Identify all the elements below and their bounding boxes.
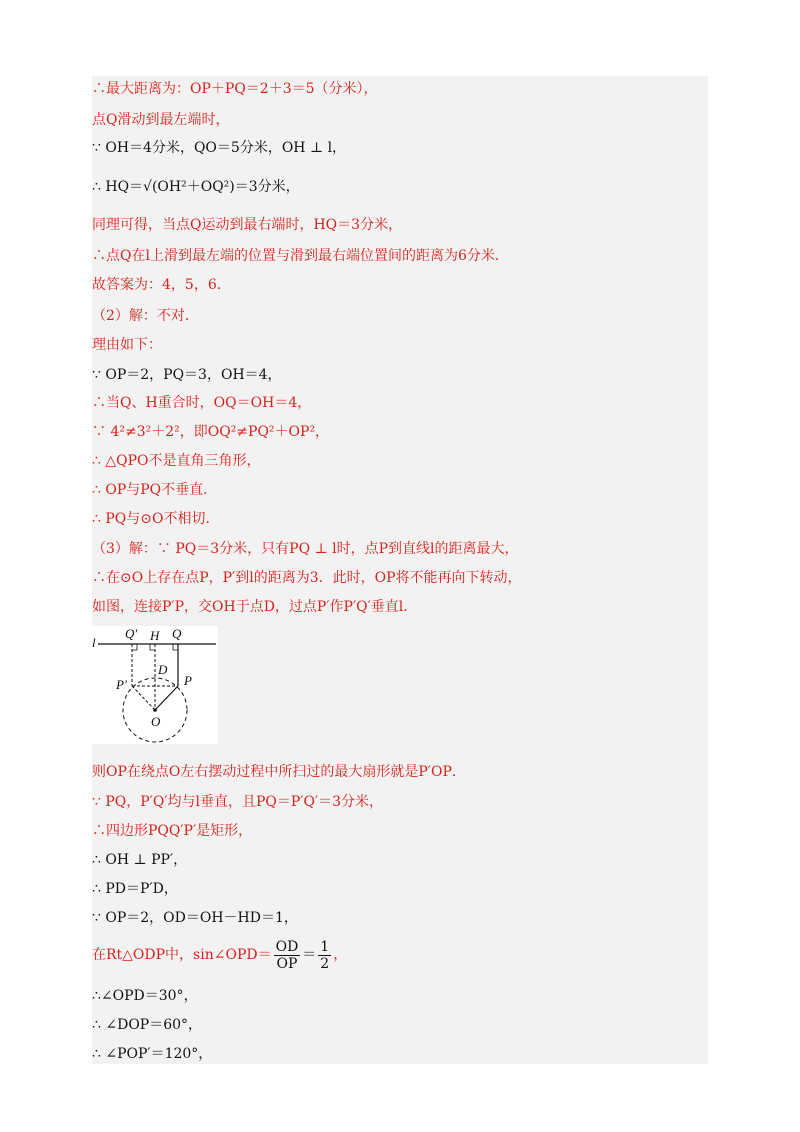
text-line-8: （2）解：不对． bbox=[92, 308, 199, 324]
text-line-4: ∴ HQ＝√(OH²＋OQ²)＝3分米， bbox=[92, 179, 300, 195]
text-line-3: ∵ OH＝4分米，QO＝5分米，OH ⊥ l， bbox=[92, 140, 347, 156]
fraction-denominator: OP bbox=[276, 955, 298, 972]
fraction2-numerator: 1 bbox=[320, 938, 330, 955]
segment-op bbox=[155, 686, 178, 710]
text-line-27: ∴ ∠DOP＝60°， bbox=[92, 1017, 203, 1033]
label-o: O bbox=[151, 714, 161, 729]
text-line-28: ∴ ∠POP′＝120°， bbox=[92, 1046, 213, 1062]
text-line-13: ∴ △QPO不是直角三角形， bbox=[92, 453, 261, 469]
fraction-one-half bbox=[318, 939, 331, 972]
text-line-5: 同理可得，当点Q运动到最右端时，HQ＝3分米， bbox=[92, 217, 403, 233]
label-p-prime: P′ bbox=[116, 677, 127, 692]
label-q: Q bbox=[172, 626, 182, 641]
text-line-6: ∴点Q在l上滑到最左端的位置与滑到最右端位置间的距离为6分米． bbox=[92, 248, 509, 264]
right-angle-h bbox=[150, 644, 155, 650]
label-l: l bbox=[92, 635, 96, 650]
label-p: P bbox=[184, 673, 192, 688]
segment-o-p-prime bbox=[132, 686, 155, 710]
text-line-17: ∴在⊙O上存在点P，P′到l的距离为3．此时，OP将不能再向下转动， bbox=[92, 570, 522, 586]
label-h: H bbox=[150, 628, 160, 643]
center-point-o bbox=[153, 708, 157, 712]
equals-sign: ＝ bbox=[302, 947, 317, 963]
fraction-od-op bbox=[274, 939, 301, 972]
text-line-15: ∴ PQ与⊙O不相切． bbox=[92, 511, 220, 527]
label-d: D bbox=[158, 662, 168, 677]
text-line-24: ∵ OP＝2，OD＝OH－HD＝1， bbox=[92, 910, 298, 926]
sin-prefix: 在Rt△ODP中，sin∠OPD＝ bbox=[92, 947, 272, 963]
text-line-16: （3）解：∵ PQ＝3分米，只有PQ ⊥ l时，点P到直线l的距离最大， bbox=[92, 541, 519, 557]
label-q-prime: Q′ bbox=[125, 626, 138, 641]
text-line-11: ∴当Q、H重合时，OQ＝OH＝4， bbox=[92, 395, 312, 411]
text-line-7: 故答案为：4，5，6． bbox=[92, 277, 231, 293]
text-line-14: ∴ OP与PQ不垂直． bbox=[92, 482, 218, 498]
text-line-2: 点Q滑动到最左端时， bbox=[92, 112, 230, 128]
text-line-9: 理由如下： bbox=[92, 337, 162, 353]
geometry-figure bbox=[92, 626, 218, 744]
text-line-12: ∵ 4²≠3²＋2²，即OQ²≠PQ²＋OP²， bbox=[92, 424, 330, 440]
fraction2-denominator: 2 bbox=[320, 955, 330, 972]
text-line-23: ∴ PD＝P′D， bbox=[92, 881, 178, 897]
text-line-22: ∴ OH ⊥ PP′， bbox=[92, 852, 188, 868]
fraction-numerator: OD bbox=[275, 938, 299, 955]
text-line-18: 如图，连接P′P，交OH于点D，过点P′作P′Q′垂直l． bbox=[92, 599, 418, 615]
text-line-1: ∴最大距离为：OP＋PQ＝2＋3＝5（分米）， bbox=[92, 81, 378, 97]
text-line-21: ∴四边形PQQ′P′是矩形， bbox=[92, 823, 253, 839]
text-line-20: ∵ PQ，P′Q′均与l垂直，且PQ＝P′Q′＝3分米， bbox=[92, 794, 384, 810]
right-angle-q bbox=[173, 644, 178, 650]
text-line-10: ∵ OP＝2，PQ＝3，OH＝4， bbox=[92, 367, 282, 383]
sin-tail: ， bbox=[333, 947, 348, 963]
text-line-26: ∴∠OPD＝30°， bbox=[92, 988, 198, 1004]
text-line-19: 则OP在绕点O左右摆动过程中所扫过的最大扇形就是P′OP． bbox=[92, 764, 466, 780]
right-angle-q-prime bbox=[132, 644, 137, 650]
text-line-25 bbox=[92, 938, 347, 972]
